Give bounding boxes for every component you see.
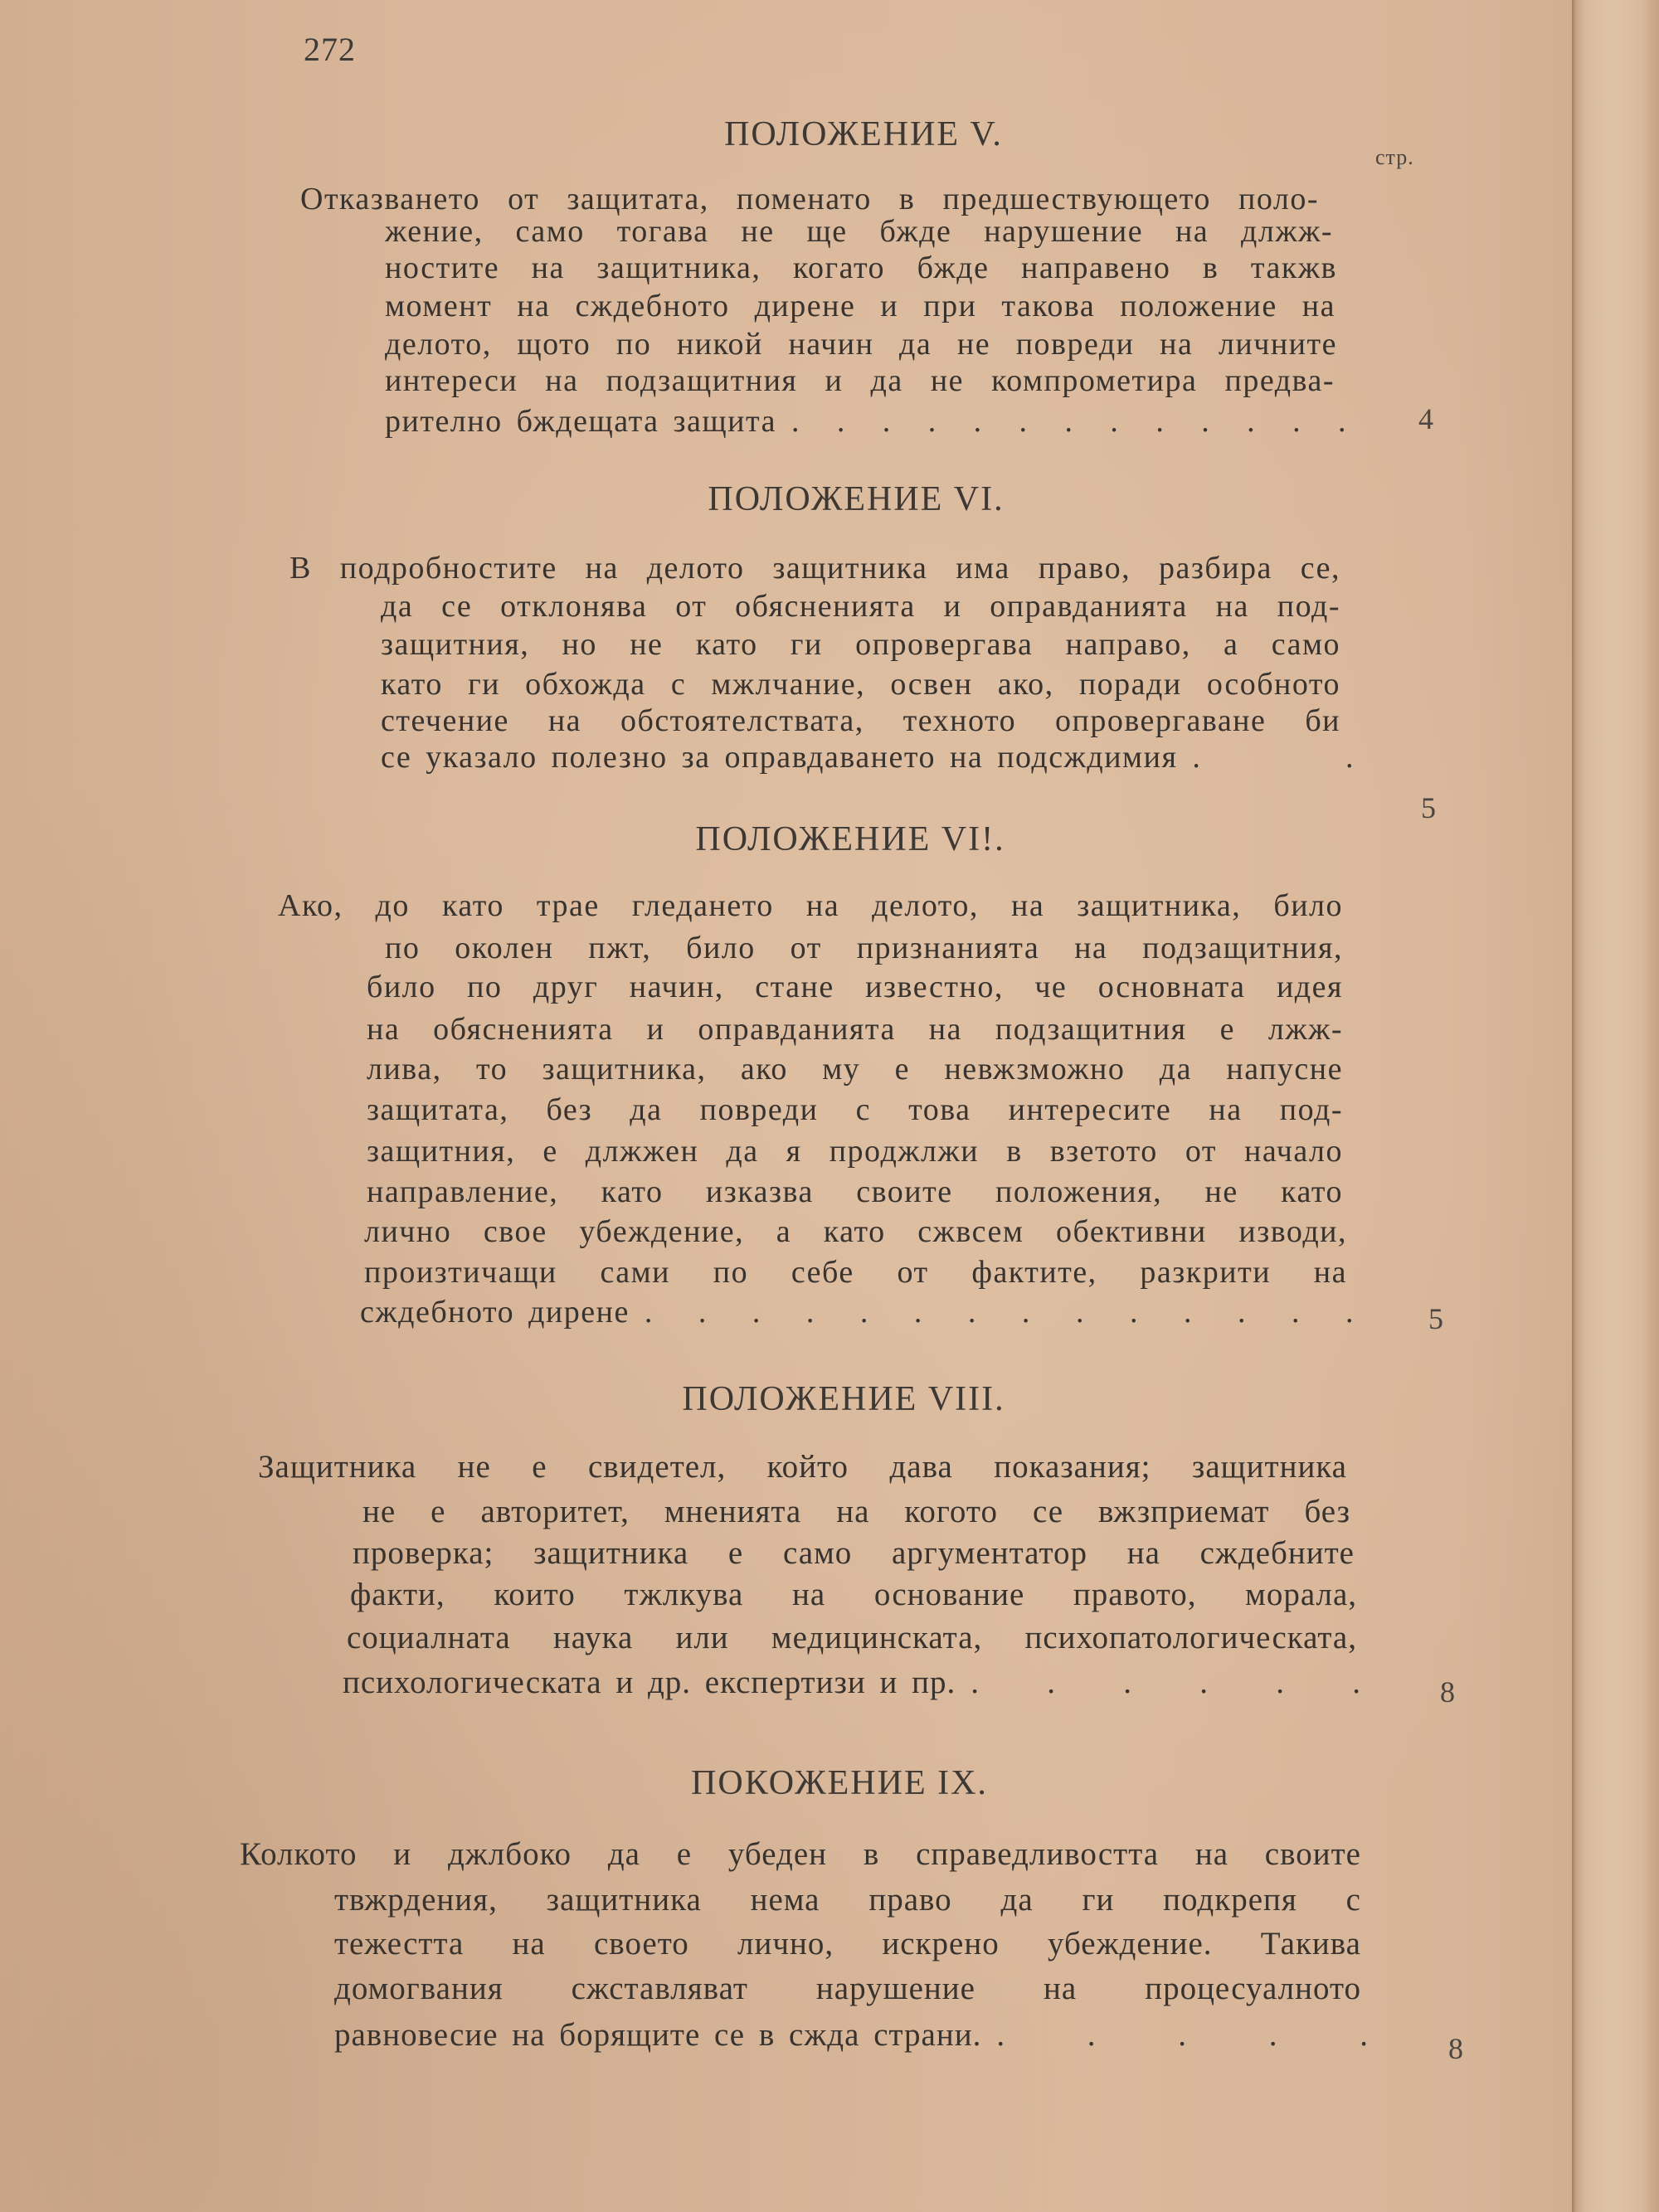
text-line-with-leader bbox=[385, 401, 1347, 441]
text-line: се указало полезно за оправдаването на подсждимия bbox=[381, 740, 1178, 775]
text-line: на обясненията и оправданията на подзащитния е лжж- bbox=[367, 1012, 1343, 1047]
text-line: Отказването от защитата, поменато в предшествующето поло- bbox=[300, 182, 1319, 216]
dot-leader: . . bbox=[1192, 740, 1355, 775]
text-line: равновесие на борящите се в сжда страни. bbox=[334, 2017, 982, 2053]
text-line: Защитника не е свидетел, който дава показания; защитника bbox=[258, 1449, 1347, 1485]
page-reference: 5 bbox=[1421, 791, 1436, 824]
text-line: да се отклонява от обясненията и оправданията на под- bbox=[381, 589, 1340, 624]
text-line: проверка; защитника е само аргументатор на сждебните bbox=[353, 1535, 1355, 1571]
page-reference: 5 bbox=[1428, 1302, 1443, 1335]
page-number: 272 bbox=[304, 31, 356, 68]
text-line: защитния, е длжжен да я проджлжи в взетото от начало bbox=[367, 1134, 1343, 1169]
page-reference: 8 bbox=[1448, 2032, 1463, 2065]
text-line: психологическата и др. експертизи и пр. bbox=[343, 1665, 956, 1700]
text-line: тежестта на своето лично, искрено убеждение. Такива bbox=[334, 1926, 1361, 1962]
page-column-label: стр. bbox=[1375, 145, 1414, 169]
dot-leader: . . . . . . bbox=[971, 1665, 1361, 1700]
section-heading: ПОЛОЖЕНИЕ VI. bbox=[708, 480, 1005, 518]
text-line: направление, като изказва своите положения, не като bbox=[367, 1174, 1343, 1209]
text-line: жение, само тогава не ще бжде нарушение на длжж- bbox=[385, 214, 1333, 249]
text-line: по околен пжт, било от признанията на подзащитния, bbox=[385, 931, 1343, 965]
text-line: произтичащи сами по себе от фактите, разкрити на bbox=[364, 1255, 1347, 1290]
text-line: не е авторитет, мненията на когото се вжзприемат без bbox=[362, 1494, 1350, 1529]
text-line: факти, които тжлкува на основание правото, морала, bbox=[350, 1577, 1357, 1612]
text-line-with-leader bbox=[360, 1292, 1355, 1332]
dot-leader: . . . . . . . . . . . . . . bbox=[644, 1295, 1355, 1330]
text-line-with-leader bbox=[343, 1662, 1361, 1704]
section-heading: ПОЛОЖЕНИЕ VIII. bbox=[682, 1380, 1005, 1418]
text-line-with-leader bbox=[334, 2015, 1369, 2056]
page-reference: 8 bbox=[1440, 1675, 1455, 1709]
text-line: сждебното дирене bbox=[360, 1295, 630, 1330]
dot-leader: . . . . . . . . . . . . . bbox=[791, 404, 1347, 439]
section-heading: ПОЛОЖЕНИЕ V. bbox=[724, 115, 1003, 153]
text-line: рително бждещата защита bbox=[385, 404, 776, 439]
adjacent-page-edge bbox=[1572, 0, 1659, 2212]
section-heading: ПОЛОЖЕНИЕ VI!. bbox=[695, 820, 1005, 858]
dot-leader: . . . . . bbox=[996, 2017, 1369, 2053]
text-line: твжрдения, защитника нема право да ги подкрепя с bbox=[334, 1882, 1361, 1918]
text-line: домогвания сжставляват нарушение на процесуалното bbox=[334, 1971, 1361, 2006]
text-line: социалната наука или медицинската, психопатологическата, bbox=[347, 1620, 1357, 1655]
text-line: като ги обхожда с мжлчание, освен ако, поради особното bbox=[381, 667, 1340, 702]
text-line: лива, то защитника, ако му е невжзможно да напусне bbox=[367, 1052, 1343, 1087]
text-line: В подробностите на делото защитника има право, разбира се, bbox=[289, 551, 1340, 586]
page-reference: 4 bbox=[1418, 402, 1433, 435]
text-line: момент на сждебното дирене и при такова положение на bbox=[385, 289, 1335, 323]
text-line: делото, щото по никой начин да не повреди на личните bbox=[385, 327, 1337, 362]
text-line: Ако, до като трае гледането на делото, на защитника, било bbox=[278, 888, 1343, 923]
text-line: Колкото и джлбоко да е убеден в справедливостта на своите bbox=[240, 1836, 1361, 1872]
text-line-with-leader bbox=[381, 737, 1355, 777]
text-line: стечение на обстоятелствата, техното опровергаване би bbox=[381, 703, 1340, 738]
text-line: защитата, без да повреди с това интересите на под- bbox=[367, 1092, 1343, 1127]
text-line: ностите на защитника, когато бжде направено в такжв bbox=[385, 250, 1337, 285]
text-line: било по друг начин, стане известно, че основната идея bbox=[367, 970, 1343, 1004]
text-line: интереси на подзащитния и да не компрометира предва- bbox=[385, 363, 1335, 398]
text-line: защитния, но не като ги опровергава направо, а само bbox=[381, 627, 1340, 662]
section-heading: ПОКОЖЕНИЕ IX. bbox=[691, 1764, 988, 1802]
text-line: лично свое убеждение, а като сжвсем обективни изводи, bbox=[364, 1214, 1347, 1249]
